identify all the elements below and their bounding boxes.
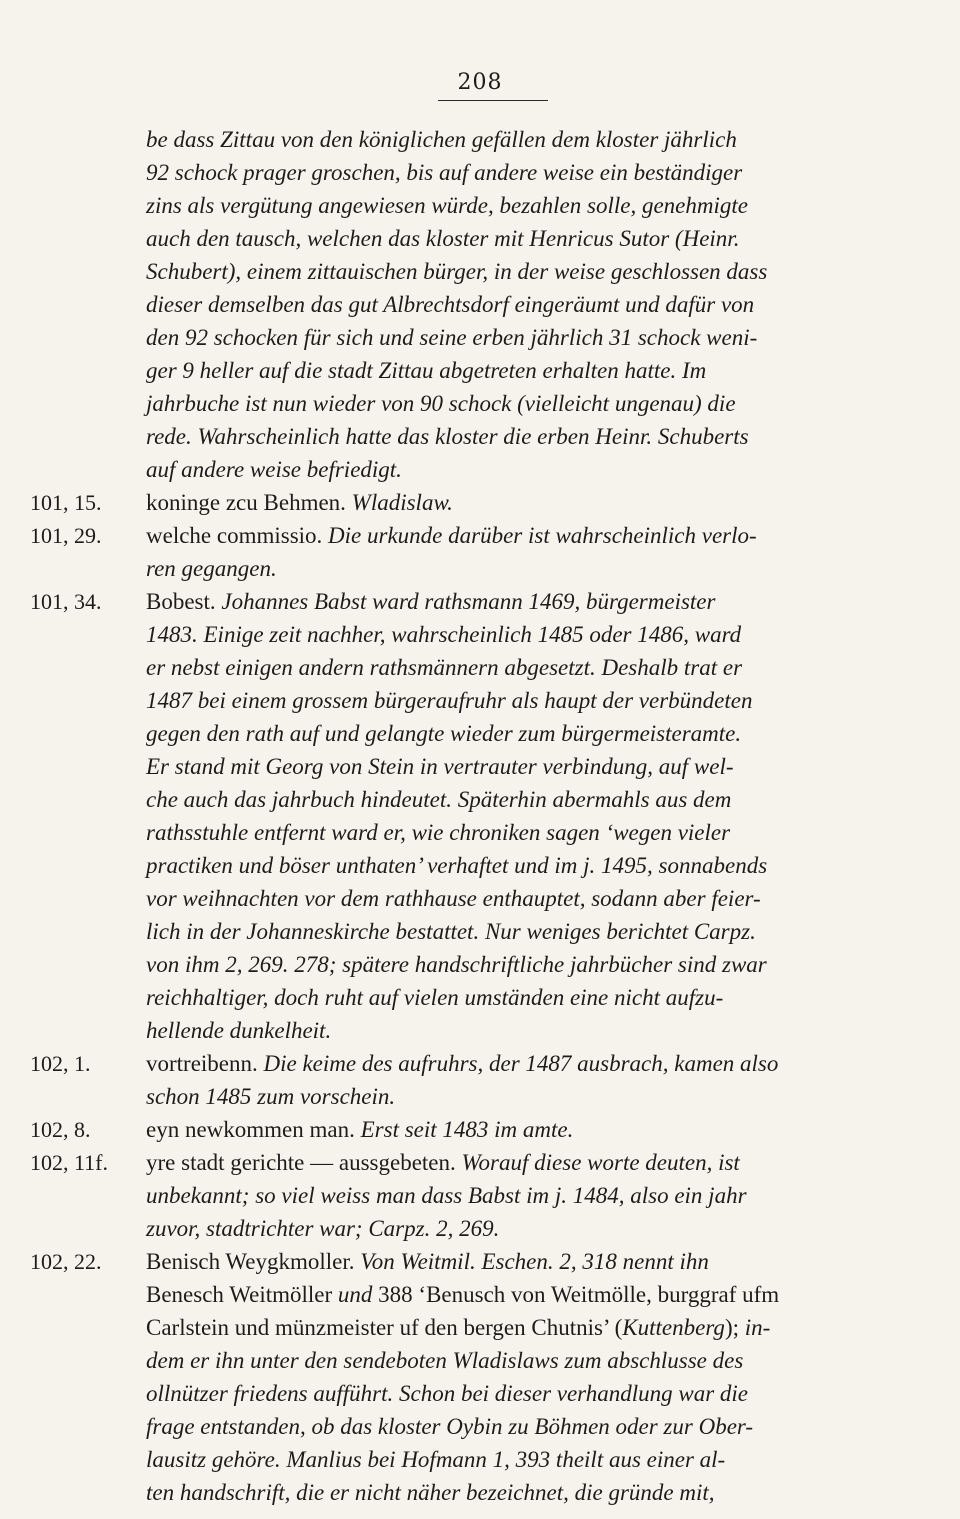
commentary-text: Wladislaw. (351, 490, 453, 515)
line-text (146, 852, 767, 880)
commentary-text: zuvor, stadtrichter war; Carpz. 2, 269. (146, 1216, 500, 1241)
commentary-text: Von Weitmil. Eschen. 2, 318 nennt ihn (360, 1249, 709, 1274)
commentary-text: hellende dunkelheit. (146, 1018, 332, 1043)
commentary-text: lich in der Johanneskirche bestattet. Nur weniges berichtet Carpz. (146, 919, 756, 944)
line-text (146, 1281, 779, 1309)
line-text (146, 357, 706, 385)
commentary-text: dieser demselben das gut Albrechtsdorf eingeräumt und dafür von (146, 292, 755, 317)
lemma-text: Benisch Weygkmoller. (146, 1249, 361, 1274)
lemma-text: eyn newkommen man. (146, 1117, 361, 1142)
line-text (146, 522, 757, 550)
lemma-text: ); (724, 1315, 745, 1340)
lemma-text: Carlstein und münzmeister uf den bergen Chutnis’ ( (146, 1315, 623, 1340)
line-text (146, 885, 761, 913)
line-text (146, 1182, 747, 1210)
commentary-text: Erst seit 1483 im amte. (360, 1117, 574, 1142)
commentary-text: 1483. Einige zeit nachher, wahrscheinlich 1485 oder 1486, ward (146, 622, 742, 647)
commentary-text: Schubert), einem zittauischen bürger, in der weise geschlossen dass (146, 259, 768, 284)
line-text (146, 1347, 743, 1375)
commentary-text: Die keime des aufruhrs, der 1487 ausbrach, kamen also (263, 1051, 779, 1076)
line-text (146, 1215, 499, 1243)
lemma-text: yre stadt gerichte — aussgebeten. (146, 1150, 462, 1175)
commentary-text: zins als vergütung angewiesen würde, bezahlen solle, genehmigte (146, 193, 748, 218)
line-text (146, 159, 742, 187)
commentary-text: ger 9 heller auf die stadt Zittau abgetreten erhalten hatte. Im (146, 358, 707, 383)
line-text (146, 1446, 725, 1474)
lemma-text: Benesch Weitmöller (146, 1282, 338, 1307)
line-text (146, 918, 756, 946)
lemma-text: koninge zcu Behmen. (146, 490, 352, 515)
lemma-text: welche commissio. (146, 523, 329, 548)
line-text (146, 126, 737, 154)
line-text (146, 753, 734, 781)
line-reference: 102, 22. (30, 1249, 102, 1274)
line-text (146, 819, 730, 847)
commentary-text: Johannes Babst ward rathsmann 1469, bürgermeister (221, 589, 716, 614)
line-reference: 101, 29. (30, 523, 102, 548)
line-reference: 102, 11f. (30, 1150, 109, 1175)
commentary-text: lausitz gehöre. Manlius bei Hofmann 1, 393 theilt aus einer al- (146, 1447, 726, 1472)
commentary-text: 92 schock prager groschen, bis auf andere weise ein beständiger (146, 160, 743, 185)
commentary-text: und (337, 1282, 379, 1307)
commentary-text: Kuttenberg (622, 1315, 725, 1340)
commentary-text: Die urkunde darüber ist wahrscheinlich verlo- (328, 523, 757, 548)
line-text (146, 1380, 748, 1408)
commentary-text: auf andere weise befriedigt. (146, 457, 402, 482)
commentary-text: ren gegangen. (146, 556, 277, 581)
line-text (146, 423, 749, 451)
line-reference: 101, 15. (30, 490, 102, 515)
commentary-text: ten handschrift, die er nicht näher bezeichnet, die gründe mit, (146, 1480, 715, 1505)
commentary-text: rathsstuhle entfernt ward er, wie chroniken sagen ‘wegen vieler (146, 820, 731, 845)
line-text (146, 1314, 770, 1342)
commentary-text: den 92 schocken für sich und seine erben jährlich 31 schock weni- (146, 325, 758, 350)
line-text (146, 192, 748, 220)
commentary-text: Worauf diese worte deuten, ist (461, 1150, 740, 1175)
lemma-text: vortreibenn. (146, 1051, 264, 1076)
line-text (146, 456, 402, 484)
line-text (146, 225, 739, 253)
line-text (146, 1248, 709, 1276)
line-text (146, 1116, 573, 1144)
line-text (146, 687, 752, 715)
line-text (146, 1149, 740, 1177)
line-text (146, 489, 453, 517)
lemma-text: Bobest. (146, 589, 222, 614)
commentary-text: von ihm 2, 269. 278; spätere handschriftliche jahrbücher sind zwar (146, 952, 767, 977)
commentary-text: dem er ihn unter den sendeboten Wladislaws zum abschlusse des (146, 1348, 744, 1373)
line-text (146, 951, 767, 979)
line-text (146, 390, 736, 418)
line-text (146, 1083, 395, 1111)
page-number: 208 (457, 70, 503, 95)
line-text (146, 291, 754, 319)
line-text (146, 984, 723, 1012)
commentary-text: er nebst einigen andern rathsmännern abgesetzt. Deshalb trat er (146, 655, 743, 680)
commentary-text: auch den tausch, welchen das kloster mit Henricus Sutor (Heinr. (146, 226, 740, 251)
line-text (146, 555, 277, 583)
commentary-text: frage entstanden, ob das kloster Oybin zu Böhmen oder zur Ober- (146, 1414, 754, 1439)
commentary-text: Er stand mit Georg von Stein in vertrauter verbindung, auf wel- (146, 754, 734, 779)
line-text (146, 786, 731, 814)
header-rule (438, 100, 548, 101)
line-reference: 101, 34. (30, 589, 102, 614)
commentary-text: 1487 bei einem grossem bürgeraufruhr als haupt der verbündeten (146, 688, 753, 713)
commentary-text: jahrbuche ist nun wieder von 90 schock (vielleicht ungenau) die (146, 391, 736, 416)
commentary-text: vor weihnachten vor dem rathhause enthauptet, sodann aber feier- (146, 886, 761, 911)
line-text (146, 588, 715, 616)
commentary-text: in- (744, 1315, 771, 1340)
commentary-text: unbekannt; so viel weiss man dass Babst im j. 1484, also ein jahr (146, 1183, 747, 1208)
line-text (146, 654, 742, 682)
line-text (146, 324, 757, 352)
line-text (146, 1413, 753, 1441)
line-text (146, 1017, 331, 1045)
line-reference: 102, 8. (30, 1117, 91, 1142)
line-text (146, 621, 741, 649)
line-text (146, 1050, 778, 1078)
commentary-text: reichhaltiger, doch ruht auf vielen umständen eine nicht aufzu- (146, 985, 724, 1010)
commentary-text: gegen den rath auf und gelangte wieder zum bürgermeisteramte. (146, 721, 742, 746)
commentary-text: rede. Wahrscheinlich hatte das kloster die erben Heinr. Schuberts (146, 424, 749, 449)
commentary-text: be dass Zittau von den königlichen gefällen dem kloster jährlich (146, 127, 737, 152)
commentary-text: che auch das jahrbuch hindeutet. Späterhin abermahls aus dem (146, 787, 732, 812)
lemma-text: 388 ‘Benusch von Weitmölle, burggraf ufm (378, 1282, 780, 1307)
commentary-text: practiken und böser unthaten’ verhaftet und im j. 1495, sonnabends (146, 853, 768, 878)
line-text (146, 258, 767, 286)
line-reference: 102, 1. (30, 1051, 91, 1076)
commentary-text: ollnützer friedens aufführt. Schon bei dieser verhandlung war die (146, 1381, 748, 1406)
commentary-text: schon 1485 zum vorschein. (146, 1084, 396, 1109)
line-text (146, 720, 741, 748)
line-text (146, 1479, 715, 1507)
